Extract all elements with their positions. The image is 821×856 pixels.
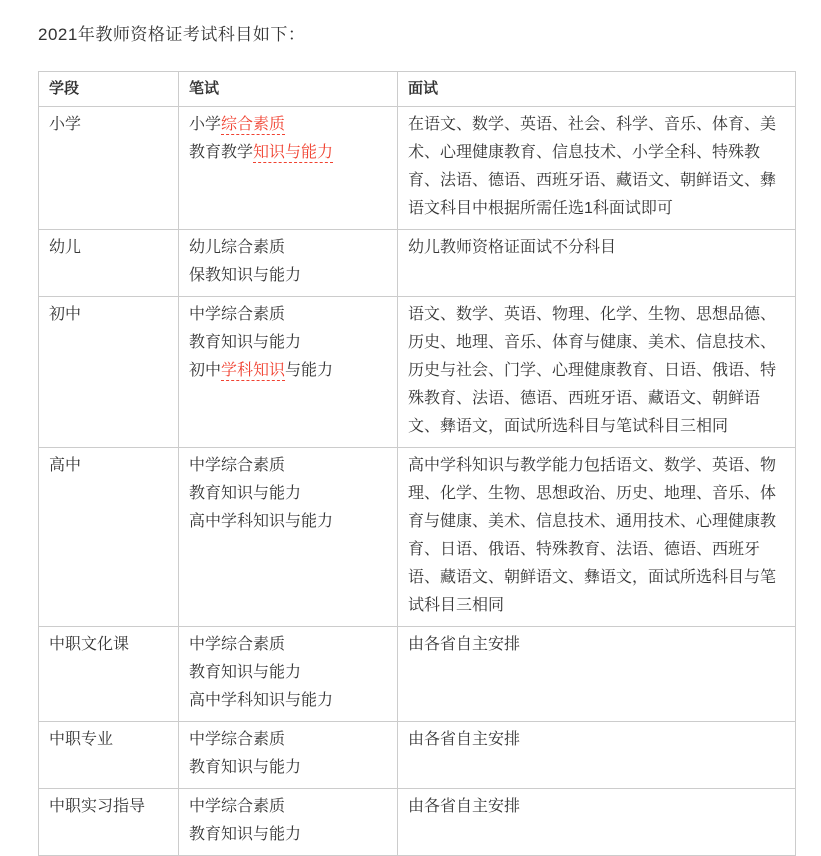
written-subject-line <box>189 329 387 357</box>
written-test-cell <box>179 789 398 856</box>
table-row <box>39 448 796 627</box>
written-text: 教育知识与能力 <box>189 826 302 843</box>
col-header-stage: 学段 <box>39 72 179 107</box>
col-header-interview: 面试 <box>398 72 796 107</box>
written-subject-line <box>189 508 387 536</box>
written-subject-line <box>189 793 387 821</box>
exam-subjects-table <box>38 71 796 856</box>
interview-text: 高中学科知识与教学能力包括语文、数学、英语、物理、化学、生物、思想政治、历史、地理、音乐、体育与健康、美术、信息技术、通用技术、心理健康教育、日语、俄语、特殊教育、法语、德语、西班牙语、藏语文、朝鲜语文、彝语文，面试所选科目与笔试科目三相同 <box>408 457 777 614</box>
written-subject-line <box>189 234 387 262</box>
written-text: 中学综合素质 <box>189 731 286 748</box>
written-text: 中学综合素质 <box>189 457 286 474</box>
written-text: 初中 <box>189 362 222 379</box>
table-header-row <box>39 72 796 107</box>
interview-text: 由各省自主安排 <box>408 798 521 815</box>
written-subject-line <box>189 480 387 508</box>
table-row <box>39 297 796 448</box>
written-subject-line <box>189 821 387 849</box>
written-text: 与能力 <box>285 362 334 379</box>
stage-cell: 中职专业 <box>39 722 179 789</box>
written-text: 教育知识与能力 <box>189 664 302 681</box>
written-test-cell <box>179 448 398 627</box>
interview-cell <box>398 789 796 856</box>
keyword-link[interactable]: 学科知识 <box>221 362 286 379</box>
written-test-cell <box>179 230 398 297</box>
stage-cell: 初中 <box>39 297 179 448</box>
written-text: 教育教学 <box>189 144 254 161</box>
written-subject-line <box>189 631 387 659</box>
interview-text: 幼儿教师资格证面试不分科目 <box>408 239 617 256</box>
written-subject-line <box>189 262 387 290</box>
written-text: 幼儿综合素质 <box>189 239 286 256</box>
table-row <box>39 722 796 789</box>
table-row <box>39 107 796 230</box>
stage-cell: 小学 <box>39 107 179 230</box>
written-text: 高中学科知识与能力 <box>189 513 334 530</box>
written-text: 中学综合素质 <box>189 798 286 815</box>
interview-cell <box>398 297 796 448</box>
interview-text: 由各省自主安排 <box>408 731 521 748</box>
written-test-cell <box>179 627 398 722</box>
written-test-cell <box>179 107 398 230</box>
page-title: 2021年教师资格证考试科目如下： <box>38 25 306 44</box>
written-subject-line <box>189 357 387 385</box>
stage-cell: 中职文化课 <box>39 627 179 722</box>
written-test-cell <box>179 297 398 448</box>
keyword-link[interactable]: 知识与能力 <box>253 144 334 161</box>
written-subject-line <box>189 139 387 167</box>
stage-cell: 高中 <box>39 448 179 627</box>
interview-cell <box>398 107 796 230</box>
table-row <box>39 627 796 722</box>
interview-cell <box>398 448 796 627</box>
table-body <box>39 107 796 856</box>
written-test-cell <box>179 722 398 789</box>
col-header-written-test: 笔试 <box>179 72 398 107</box>
keyword-link[interactable]: 综合素质 <box>221 116 286 133</box>
written-text: 小学 <box>189 116 222 133</box>
table-row <box>39 789 796 856</box>
written-subject-line <box>189 452 387 480</box>
written-subject-line <box>189 754 387 782</box>
written-subject-line <box>189 301 387 329</box>
written-text: 教育知识与能力 <box>189 485 302 502</box>
interview-cell <box>398 627 796 722</box>
interview-text: 由各省自主安排 <box>408 636 521 653</box>
interview-cell <box>398 722 796 789</box>
interview-text: 语文、数学、英语、物理、化学、生物、思想品德、历史、地理、音乐、体育与健康、美术、信息技术、历史与社会、门学、心理健康教育、日语、俄语、特殊教育、法语、德语、西班牙语、藏语文、朝鲜语文、彝语文，面试所选科目与笔试科目三相同 <box>408 306 777 435</box>
interview-text: 在语文、数学、英语、社会、科学、音乐、体育、美术、心理健康教育、信息技术、小学全科、特殊教育、法语、德语、西班牙语、藏语文、朝鲜语文、彝语文科目中根据所需任选1科面试即可 <box>408 116 777 217</box>
written-text: 高中学科知识与能力 <box>189 692 334 709</box>
written-text: 中学综合素质 <box>189 636 286 653</box>
stage-cell: 幼儿 <box>39 230 179 297</box>
table-row <box>39 230 796 297</box>
written-text: 中学综合素质 <box>189 306 286 323</box>
stage-cell: 中职实习指导 <box>39 789 179 856</box>
written-subject-line <box>189 687 387 715</box>
written-subject-line <box>189 111 387 139</box>
written-text: 教育知识与能力 <box>189 759 302 776</box>
written-subject-line <box>189 659 387 687</box>
interview-cell <box>398 230 796 297</box>
written-text: 教育知识与能力 <box>189 334 302 351</box>
written-text: 保教知识与能力 <box>189 267 302 284</box>
written-subject-line <box>189 726 387 754</box>
